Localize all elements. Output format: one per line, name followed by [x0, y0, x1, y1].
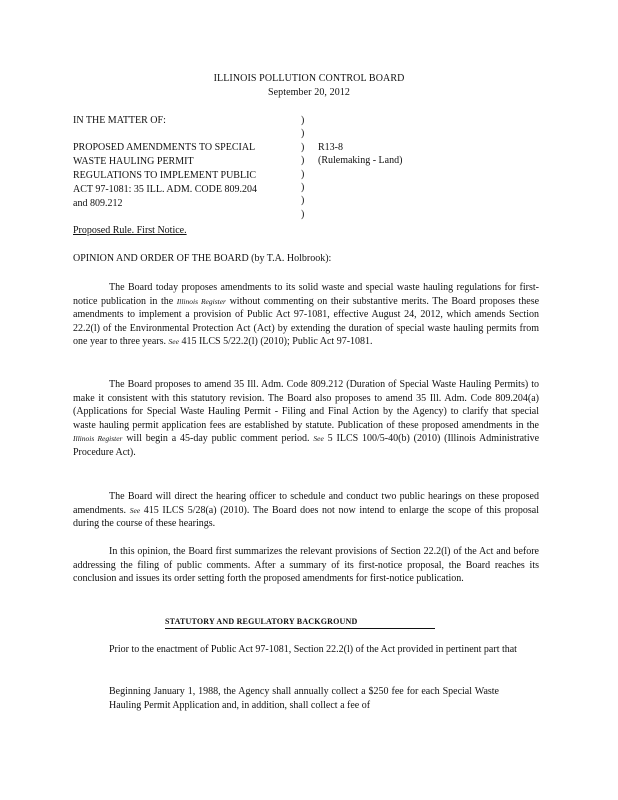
heading-underline — [165, 628, 435, 629]
docket-number: R13-8 — [318, 142, 343, 153]
caption-line-2: WASTE HAULING PERMIT — [73, 156, 194, 167]
caption-line-1: PROPOSED AMENDMENTS TO SPECIAL — [73, 142, 256, 153]
paragraph-4 — [73, 545, 539, 586]
paragraph-1 — [73, 281, 539, 349]
p2-text-a: The Board proposes to amend 35 Ill. Adm. Code 809.212 (Duration of Special Waste Hauling Permits) to make it consistent with this statutory revision. The Board also proposes to amend 35 Ill. Adm. Code 809.204(a) (Applications for Special Waste Hauling Permit - Filing and Final Action by the Agency) to clarify that special waste hauling permit application fees are established by statute. Publication of these proposed amendments in the — [73, 379, 539, 431]
paren: ) — [301, 155, 305, 167]
caption-line-3: REGULATIONS TO IMPLEMENT PUBLIC — [73, 170, 257, 181]
p1-text-a: The Board today proposes amendments to its solid waste and special waste hauling regulations for first-notice publication in the — [73, 282, 539, 307]
p3-text-b: 415 ILCS 5/28(a) (2010). The Board does not now intend to enlarge the scope of this proposal during the course of these hearings. — [73, 504, 540, 530]
paren: ) — [301, 128, 305, 140]
paren: ) — [301, 208, 305, 220]
p4-text: In this opinion, the Board first summarizes the relevant provisions of Section 22.2(l) of the Act and before addressing the filing of public comments. After a summary of its first-notice proposal, the Board reaches its conclusion and issues its order setting forth the proposed amendments for first-notice publication. — [73, 546, 539, 585]
paren: ) — [301, 168, 305, 180]
paren: ) — [301, 115, 305, 126]
paren: ) — [301, 195, 305, 207]
paragraph-3 — [73, 490, 539, 531]
opinion-title: OPINION AND ORDER OF THE BOARD (by T.A. Holbrook): — [73, 253, 332, 264]
document-date: September 20, 2012 — [267, 87, 351, 98]
docket-type: (Rulemaking - Land) — [318, 155, 403, 167]
p1-text-c: 415 ILCS 5/22.2(l) (2010); Public Act 97-1081. — [181, 336, 373, 348]
p2-text-c: 5 ILCS 100/5-40(b) (2010) (Illinois Administrative Procedure Act). — [73, 433, 540, 458]
see-signal: See — [313, 434, 324, 444]
p5-text: Prior to the enactment of Public Act 97-1081, Section 22.2(l) of the Act provided in pertinent part that — [109, 644, 517, 655]
see-signal: See — [129, 505, 141, 515]
section-heading: STATUTORY AND REGULATORY BACKGROUND — [165, 617, 358, 626]
docket-info — [318, 141, 402, 168]
p2-text-b: will begin a 45-day public comment period. — [126, 433, 310, 445]
paragraph-5 — [73, 643, 539, 657]
paragraph-2 — [73, 378, 539, 460]
illinois-register-italic: Illinois Register — [176, 296, 226, 306]
caption-parentheses — [301, 114, 304, 221]
caption-line-5: and 809.212 — [73, 198, 123, 209]
board-name: ILLINOIS POLLUTION CONTROL BOARD — [213, 73, 405, 84]
see-signal: See — [168, 337, 179, 347]
paren: ) — [301, 141, 305, 153]
block-quote: Beginning January 1, 1988, the Agency shall annually collect a $250 fee for each Special Waste Hauling Permit Application and, in addition, shall collect a fee of — [109, 686, 499, 711]
p1-text-b: without commenting on their substantive merits. The Board proposes these amendments to implement a provision of Public Act 97-1081, effective August 24, 2012, which amends Section 22.2(l) of the Environmental Protection Act (Act) by extending the duration of special waste hauling permits from one year to three years. — [73, 295, 540, 348]
illinois-register-italic: Illinois Register — [73, 434, 123, 444]
caption-line-4: ACT 97-1081: 35 ILL. ADM. CODE 809.204 — [73, 184, 257, 195]
matter-label: IN THE MATTER OF: — [73, 115, 166, 126]
p3-text-a: The Board will direct the hearing officer to schedule and conduct two public hearings on these proposed amendments. — [73, 491, 539, 516]
paren: ) — [301, 182, 305, 194]
first-notice-label: Proposed Rule. First Notice. — [73, 225, 187, 236]
